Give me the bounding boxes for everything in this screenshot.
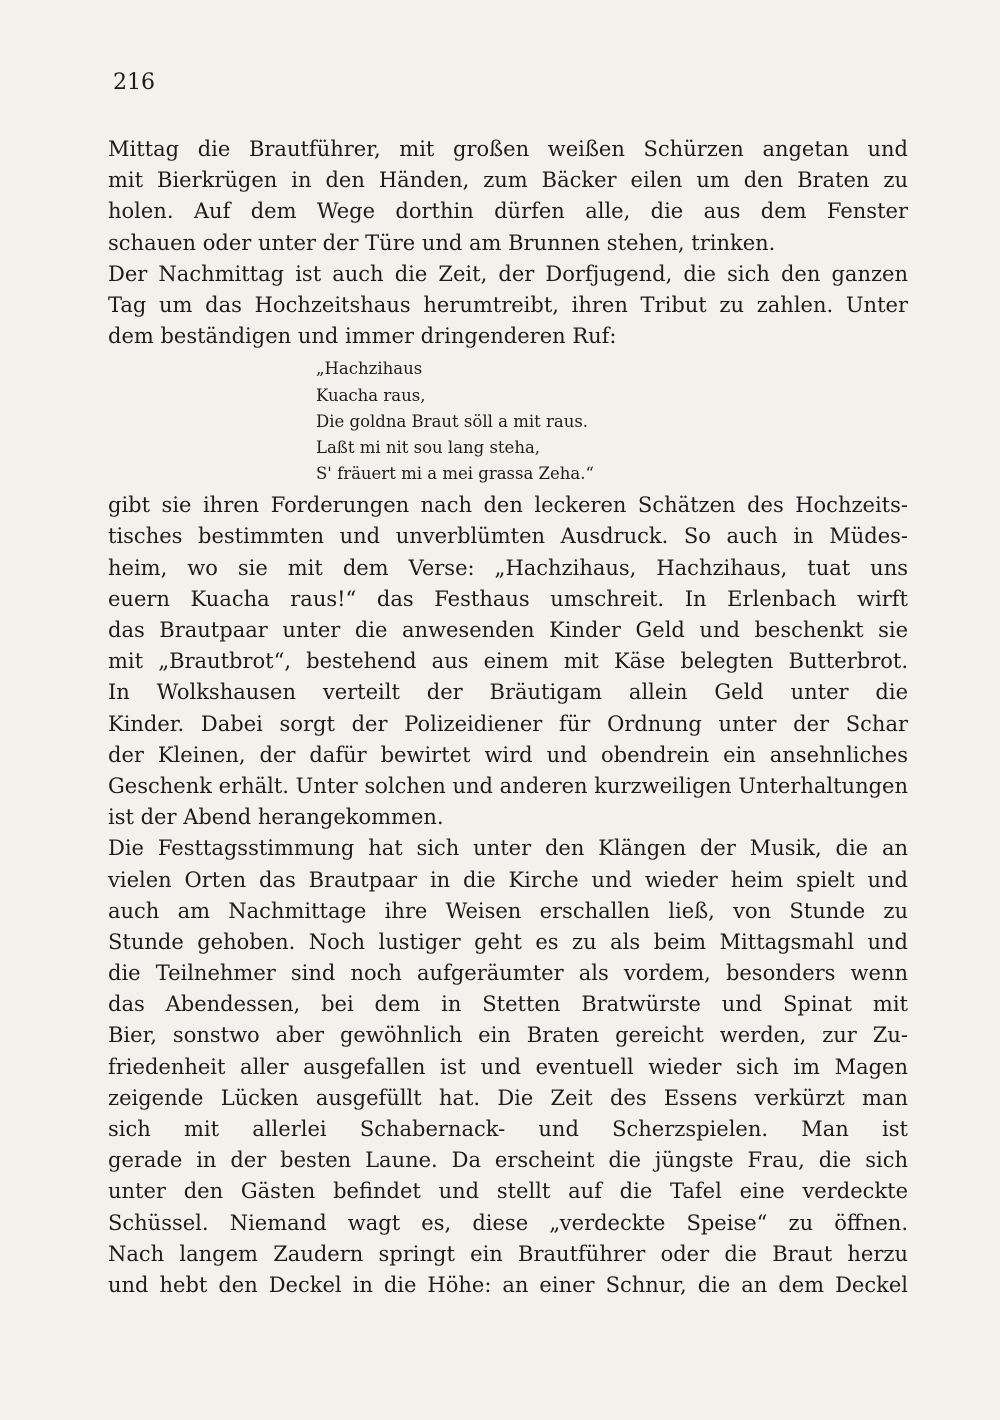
text-line: sich mit allerlei Schabernack- und Scherzspielen. Man ist bbox=[108, 1117, 908, 1141]
verse-line: Laßt mi nit sou lang steha, bbox=[316, 437, 541, 457]
text-line: das Abendessen, bei dem in Stetten Bratwürste und Spinat mit bbox=[108, 992, 908, 1017]
text-line: dem beständigen und immer dringenderen Ruf: bbox=[108, 324, 617, 349]
text-line: Die Festtagsstimmung hat sich unter den Klängen der Musik, die an bbox=[108, 836, 908, 861]
body-text bbox=[108, 134, 908, 1301]
text-line: unter den Gästen befindet und stellt auf die Tafel eine verdeckte bbox=[108, 1179, 908, 1204]
text-line: gerade in der besten Laune. Da erscheint die jüngste Frau, die sich bbox=[108, 1148, 908, 1173]
text-line: mit „Brautbrot“, bestehend aus einem mit Käse belegten Butterbrot. bbox=[108, 649, 908, 674]
verse-line: Die goldna Braut söll a mit raus. bbox=[316, 411, 589, 431]
text-line: Geschenk erhält. Unter solchen und anderen kurzweiligen Unterhaltungen bbox=[108, 773, 908, 798]
text-line: Nach langem Zaudern springt ein Brautführer oder die Braut herzu bbox=[108, 1241, 908, 1266]
text-line: vielen Orten das Brautpaar in die Kirche und wieder heim spielt und bbox=[108, 867, 908, 892]
verse-block bbox=[108, 356, 908, 487]
text-line: Stunde gehoben. Noch lustiger geht es zu als beim Mittagsmahl und bbox=[108, 929, 908, 954]
text-line: das Brautpaar unter die anwesenden Kinder Geld und beschenkt sie bbox=[108, 618, 908, 642]
text-line: Mittag die Brautführer, mit großen weißen Schürzen angetan und bbox=[108, 137, 908, 161]
text-line: der Kleinen, der dafür bewirtet wird und obendrein ein ansehnliches bbox=[108, 742, 908, 767]
text-line: schauen oder unter der Türe und am Brunnen stehen, trinken. bbox=[108, 230, 776, 255]
text-line: Bier, sonstwo aber gewöhnlich ein Braten gereicht werden, zur Zu- bbox=[108, 1023, 908, 1048]
text-line: Schüssel. Niemand wagt es, diese „verdeckte Speise“ zu öffnen. bbox=[108, 1210, 908, 1235]
text-line: Der Nachmittag ist auch die Zeit, der Dorfjugend, die sich den ganzen bbox=[108, 261, 908, 286]
text-line: zeigende Lücken ausgefüllt hat. Die Zeit des Essens verkürzt man bbox=[108, 1085, 908, 1110]
text-line: gibt sie ihren Forderungen nach den leckeren Schätzen des Hochzeits- bbox=[108, 493, 908, 518]
text-line: heim, wo sie mit dem Verse: „Hachzihaus, Hachzihaus, tuat uns bbox=[108, 555, 908, 580]
text-line: In Wolkshausen verteilt der Bräutigam allein Geld unter die bbox=[108, 680, 908, 705]
page-number: 216 bbox=[113, 70, 155, 95]
text-line: friedenheit aller ausgefallen ist und eventuell wieder sich im Magen bbox=[108, 1054, 908, 1079]
text-line: Tag um das Hochzeitshaus herumtreibt, ihren Tribut zu zahlen. Unter bbox=[108, 292, 908, 317]
text-line: die Teilnehmer sind noch aufgeräumter als vordem, besonders wenn bbox=[108, 961, 908, 986]
verse-line: S' fräuert mi a mei grassa Zeha.“ bbox=[316, 464, 594, 484]
text-line: und hebt den Deckel in die Höhe: an einer Schnur, die an dem Deckel bbox=[108, 1272, 908, 1297]
text-line: ist der Abend herangekommen. bbox=[108, 805, 444, 830]
text-line: tisches bestimmten und unverblümten Ausdruck. So auch in Müdes- bbox=[108, 524, 908, 549]
text-line: auch am Nachmittage ihre Weisen erschallen ließ, von Stunde zu bbox=[108, 898, 908, 923]
verse-line: „Hachzihaus bbox=[316, 359, 423, 379]
text-line: Kinder. Dabei sorgt der Polizeidiener für Ordnung unter der Schar bbox=[108, 711, 908, 736]
text-line: mit Bierkrügen in den Händen, zum Bäcker eilen um den Braten zu bbox=[108, 168, 908, 193]
text-line: euern Kuacha raus!“ das Festhaus umschreit. In Erlenbach wirft bbox=[108, 586, 908, 611]
verse-line: Kuacha raus, bbox=[316, 385, 426, 405]
text-line: holen. Auf dem Wege dorthin dürfen alle, die aus dem Fenster bbox=[108, 199, 908, 224]
